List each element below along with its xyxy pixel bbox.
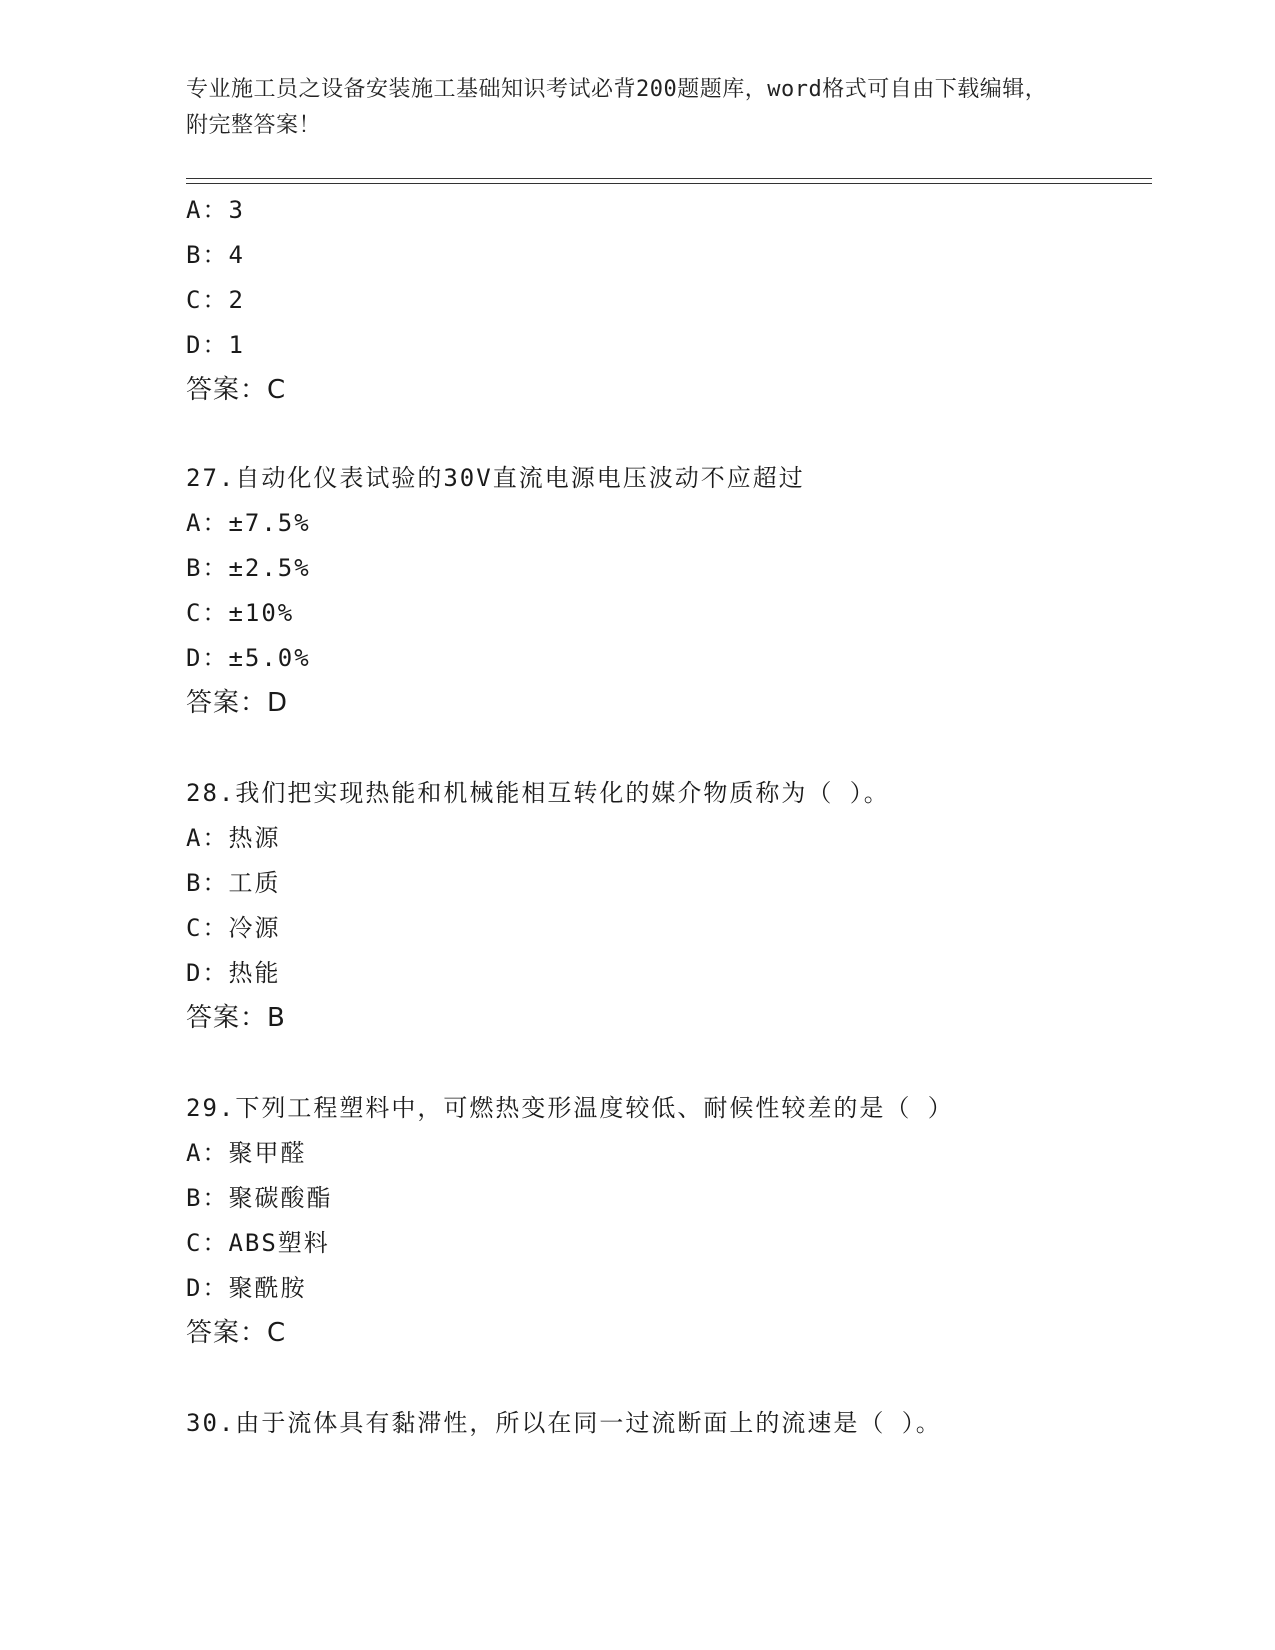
q28-option-c: C：冷源 xyxy=(186,914,281,942)
q29-option-d: D：聚酰胺 xyxy=(186,1274,307,1302)
q26-answer: 答案：C xyxy=(186,375,287,405)
q26-option-d: D：1 xyxy=(186,331,245,359)
q28-answer: 答案：B xyxy=(186,1003,286,1033)
q29-question: 29.下列工程塑料中，可燃热变形温度较低、耐候性较差的是（ ） xyxy=(186,1094,954,1122)
q27-question: 27.自动化仪表试验的30V直流电源电压波动不应超过 xyxy=(186,464,805,492)
q26-option-c: C：2 xyxy=(186,286,245,314)
header-divider-bottom xyxy=(186,183,1152,184)
q29-answer: 答案：C xyxy=(186,1318,287,1348)
q28-option-a: A：热源 xyxy=(186,824,281,852)
document-header: 专业施工员之设备安装施工基础知识考试必背200题题库，word格式可自由下载编辑，附完整答案！ xyxy=(186,77,1048,138)
q27-option-a: A：±7.5% xyxy=(186,509,311,537)
q27-option-b: B：±2.5% xyxy=(186,554,311,582)
q30-question: 30.由于流体具有黏滞性，所以在同一过流断面上的流速是（ ）。 xyxy=(186,1409,942,1437)
header-divider-top xyxy=(186,178,1152,179)
q26-option-b: B：4 xyxy=(186,241,245,269)
q28-option-d: D：热能 xyxy=(186,959,281,987)
q26-option-a: A：3 xyxy=(186,196,245,224)
q28-option-b: B：工质 xyxy=(186,869,281,897)
q29-option-a: A：聚甲醛 xyxy=(186,1139,307,1167)
q29-option-b: B：聚碳酸酯 xyxy=(186,1184,333,1212)
q29-option-c: C：ABS塑料 xyxy=(186,1229,330,1257)
q28-question: 28.我们把实现热能和机械能相互转化的媒介物质称为（ ）。 xyxy=(186,779,890,807)
q27-option-d: D：±5.0% xyxy=(186,644,311,672)
q27-option-c: C：±10% xyxy=(186,599,295,627)
q27-answer: 答案：D xyxy=(186,688,289,718)
